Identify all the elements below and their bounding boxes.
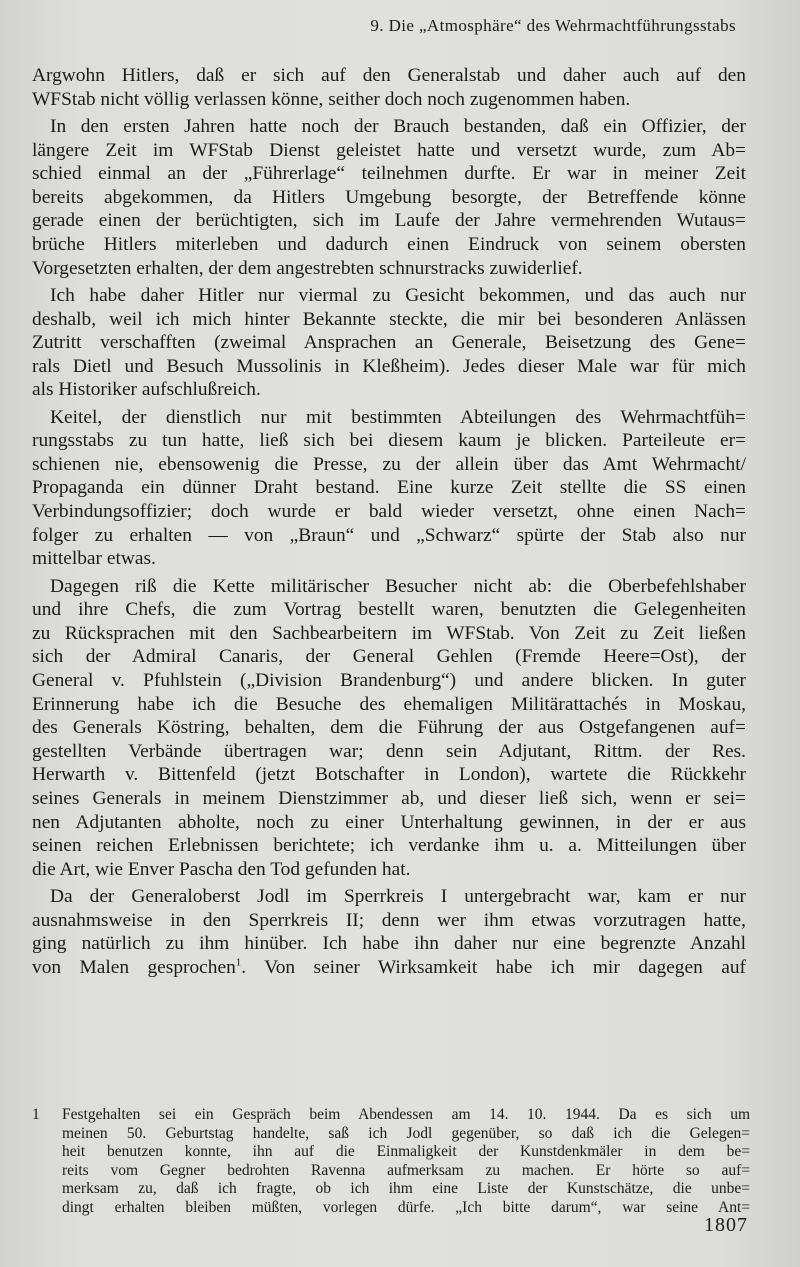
text-line: Ich habe daher Hitler nur viermal zu Gesicht bekommen, und das auch nur	[50, 284, 746, 306]
text-line: bereits abgekommen, da Hitlers Umgebung besorgte, der Betreffende könne	[32, 186, 746, 208]
text-line: rals Dietl und Besuch Mussolinis in Kleßheim). Jedes dieser Male war für mich	[32, 355, 746, 377]
text-line: schienen nie, ebensowenig die Presse, zu der allein über das Amt Wehrmacht/	[32, 453, 746, 475]
paragraph	[32, 284, 746, 402]
text-line-with-footnote	[32, 956, 746, 980]
text-line: folger zu erhalten — von „Braun“ und „Schwarz“ spürte der Stab also nur	[32, 524, 746, 546]
text-fragment: von Malen gesprochen	[32, 956, 236, 978]
text-line: längere Zeit im WFStab Dienst geleistet hatte und versetzt wurde, zum Ab=	[32, 139, 746, 161]
running-head: 9. Die „Atmosphäre“ des Wehrmachtführungsstabs	[370, 16, 736, 35]
footnote-line: merksam zu, daß ich fragte, ob ich ihm eine Liste der Kunstschätze, die unbe=	[62, 1180, 750, 1198]
text-line: zu Rücksprachen mit den Sachbearbeitern im WFStab. Von Zeit zu Zeit ließen	[32, 622, 746, 644]
text-line: Dagegen riß die Kette militärischer Besucher nicht ab: die Oberbefehlshaber	[50, 575, 746, 597]
text-line: Vorgesetzten erhalten, der dem angestrebten schnurstracks zuwiderlief.	[32, 257, 583, 279]
body-text	[32, 64, 746, 983]
footnote-number: 1	[32, 1106, 40, 1123]
footnote-line: heit benutzen konnte, ihn auf die Einmaligkeit der Kunstdenkmäler in dem be=	[62, 1143, 750, 1161]
text-line: nen Adjutanten abholte, noch zu einer Unterhaltung gewinnen, in der er aus	[32, 811, 746, 833]
text-line: rungsstabs zu tun hatte, ließ sich bei diesem kaum je blicken. Parteileute er=	[32, 430, 746, 452]
text-line: seines Generals in meinem Dienstzimmer ab, und dieser ließ sich, wenn er sei=	[32, 788, 746, 809]
text-line: als Historiker aufschlußreich.	[32, 379, 261, 401]
text-line: brüche Hitlers miterleben und dadurch einen Eindruck von seinem obersten	[32, 233, 746, 255]
footnote-line: meinen 50. Geburtstag handelte, saß ich Jodl gegenüber, so daß ich die Gelegen=	[62, 1124, 750, 1142]
text-line: Da der Generaloberst Jodl im Sperrkreis I untergebracht war, kam er nur	[50, 886, 746, 908]
text-line: die Art, wie Enver Pascha den Tod gefunden hat.	[32, 858, 411, 880]
paragraph	[32, 115, 746, 280]
paragraph	[32, 885, 746, 979]
footnote-line: reits vom Gegner bedrohten Ravenna aufmerksam zu machen. Er hörte so auf=	[62, 1161, 750, 1179]
text-line: und ihre Chefs, die zum Vortrag bestellt waren, benutzten die Gelegenheiten	[32, 599, 746, 621]
text-line: gerade einen der berüchtigten, sich im Laufe der Jahre vermehrenden Wutaus=	[32, 210, 746, 232]
paragraph	[32, 406, 746, 571]
text-line: WFStab nicht völlig verlassen könne, seither doch noch zugenommen haben.	[32, 88, 631, 110]
text-line: des Generals Köstring, behalten, dem die Führung der aus Ostgefangenen auf=	[32, 717, 746, 739]
text-line: sich der Admiral Canaris, der General Gehlen (Fremde Heere=Ost), der	[32, 646, 746, 668]
text-line: Argwohn Hitlers, daß er sich auf den Generalstab und daher auch auf den	[32, 65, 746, 86]
footnote-text	[62, 1106, 750, 1218]
footnote-line: dingt erhalten bleiben müßten, vorlegen dürfe. „Ich bitte darum“, war seine Ant=	[62, 1198, 750, 1216]
paragraph	[32, 64, 746, 111]
footnote-reference[interactable]: 1	[235, 956, 242, 969]
text-line: ausnahmsweise in den Sperrkreis II; denn wer ihm etwas vorzutragen hatte,	[32, 909, 746, 931]
text-line: Keitel, der dienstlich nur mit bestimmten Abteilungen des Wehrmachtfüh=	[50, 406, 746, 428]
text-line: gestellten Verbände übertragen war; denn sein Adjutant, Rittm. der Res.	[32, 740, 746, 762]
text-line: Propaganda ein dünner Draht bestand. Eine kurze Zeit stellte die SS einen	[32, 477, 746, 499]
text-fragment: . Von seiner Wirksamkeit habe ich mir dagegen auf	[241, 956, 746, 978]
footnote	[32, 1106, 750, 1218]
text-line: deshalb, weil ich mich hinter Bekannte steckte, die mir bei besonderen Anlässen	[32, 308, 746, 330]
text-line: ging natürlich zu ihm hinüber. Ich habe ihn daher nur eine begrenzte Anzahl	[32, 933, 746, 955]
paragraph	[32, 575, 746, 882]
text-line: General v. Pfuhlstein („Division Brandenburg“) und andere blicken. In guter	[32, 670, 746, 692]
text-line: mittelbar etwas.	[32, 548, 156, 570]
page-number: 1807	[704, 1214, 748, 1236]
footnote-line: Festgehalten sei ein Gespräch beim Abendessen am 14. 10. 1944. Da es sich um	[62, 1106, 750, 1123]
text-line: Erinnerung habe ich die Besuche des ehemaligen Militärattachés in Moskau,	[32, 693, 746, 715]
text-line: In den ersten Jahren hatte noch der Brauch bestanden, daß ein Offizier, der	[50, 115, 746, 137]
footnotes	[32, 1106, 750, 1218]
text-line: schied einmal an der „Führerlage“ teilnehmen durfte. Er war in meiner Zeit	[32, 163, 746, 185]
text-line: Verbindungsoffizier; doch wurde er bald wieder versetzt, ohne einen Nach=	[32, 501, 746, 523]
text-line: Herwarth v. Bittenfeld (jetzt Botschafter in London), wartete die Rückkehr	[32, 764, 746, 786]
text-line: Zutritt verschafften (zweimal Ansprachen an Generale, Beisetzung des Gene=	[32, 332, 746, 354]
text-line: seinen reichen Erlebnissen berichtete; ich verdanke ihm u. a. Mitteilungen über	[32, 835, 746, 857]
